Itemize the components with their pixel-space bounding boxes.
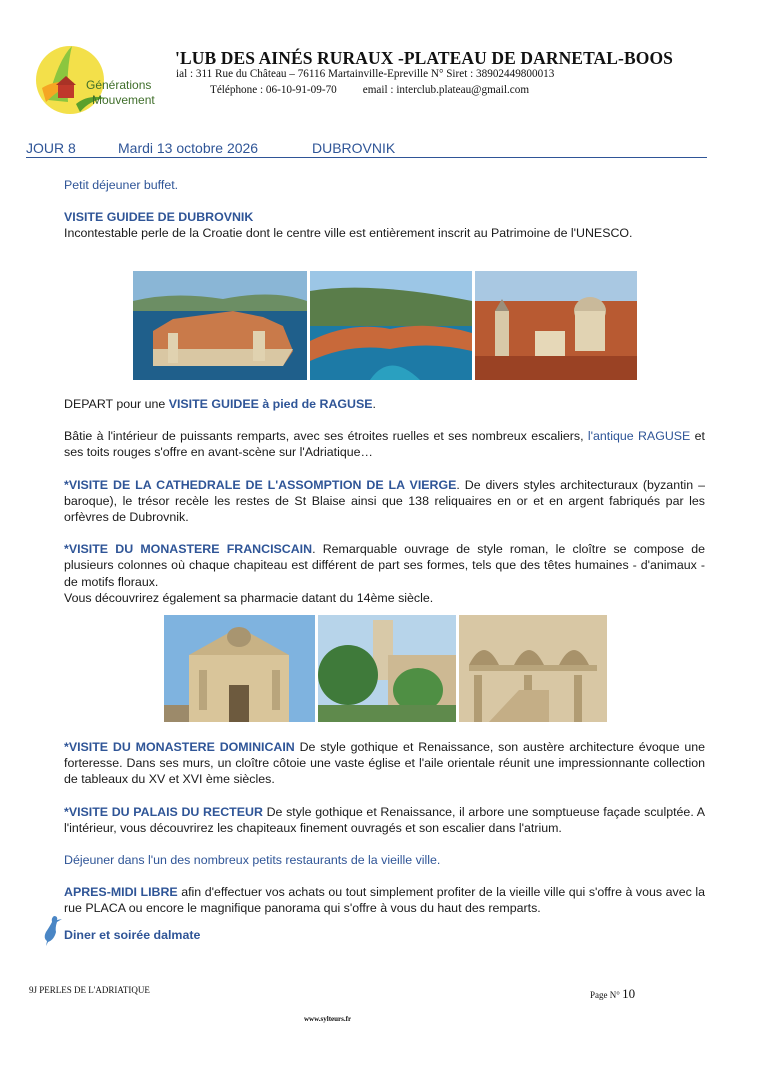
content-middle	[64, 396, 705, 606]
franciscan-desc: . Remarquable ouvrage de style roman, le cloître se compose de plusieurs colonnes où chaque chapiteau est différent de part ses formes, tels que des têtes humaines - d'animaux - de motifs floraux.	[64, 542, 705, 589]
afternoon-desc: afin d'effectuer vos achats ou tout simplement profiter de la vieille ville qui s'offre à vous avec la rue PLACA ou encore le magnifique panorama qui s'offre à vous du haut des remparts.	[64, 885, 705, 916]
franciscan-pharmacy: Vous découvrirez également sa pharmacie datant du 14ème siècle.	[64, 590, 434, 605]
rector-text	[64, 804, 705, 836]
club-title: 'LUB DES AINÉS RURAUX -PLATEAU DE DARNETAL-BOOS	[175, 48, 674, 68]
heron-icon	[40, 914, 64, 946]
dominican-desc: De style gothique et Renaissance, son austère architecture évoque une forteresse. Dans ses murs, un cloître côtoie une vaste église et l'aile orientale réunit une impressionnante collection de tableaux du XV et XVI ème siècles.	[64, 740, 705, 787]
photo-old-town-walls	[133, 271, 307, 380]
ragusa-text2: et ses toits rouges s'offre en avant-scène sur l'Adriatique…	[64, 429, 705, 460]
club-address: ial : 311 Rue du Château – 76116 Martainville-Epreville N° Siret : 38902449800013	[176, 68, 555, 80]
visit-desc: Incontestable perle de la Croatie dont le centre ville est entièrement inscrit au Patrimoine de l'UNESCO.	[64, 226, 633, 241]
day-label: JOUR 8	[26, 140, 76, 156]
page-number: 10	[622, 986, 636, 1001]
rector-title: *VISITE DU PALAIS DU RECTEUR	[64, 804, 263, 819]
depart-prefix: DEPART pour une	[64, 397, 169, 411]
club-email: email : interclub.plateau@gmail.com	[362, 84, 530, 96]
photo-row-dubrovnik	[133, 271, 637, 380]
club-phone: Téléphone : 06-10-91-09-70	[210, 84, 337, 96]
content-top	[64, 177, 705, 242]
cathedral-text	[64, 477, 705, 526]
franciscan-text	[64, 541, 705, 590]
page-label: Page N°	[590, 990, 623, 1000]
photo-row-monuments	[164, 615, 607, 722]
ragusa-text1: Bâtie à l'intérieur de puissants remparts, avec ses étroites ruelles et ses nombreux escaliers,	[64, 429, 588, 444]
depart-bold: VISITE GUIDEE à pied de RAGUSE	[168, 397, 373, 411]
photo-cloister	[318, 615, 456, 722]
cathedral-title: *VISITE DE LA CATHEDRALE DE L'ASSOMPTION DE LA VIERGE	[64, 477, 457, 492]
afternoon-title: APRES-MIDI LIBRE	[64, 885, 178, 900]
club-contact	[210, 84, 529, 96]
logo-line1: Générations	[86, 78, 152, 92]
ragusa-text	[64, 428, 705, 460]
photo-cathedral	[164, 615, 315, 722]
breakfast-text: Petit déjeuner buffet.	[64, 178, 179, 192]
franciscan-title: *VISITE DU MONASTERE FRANCISCAIN	[64, 542, 313, 557]
depart-text	[64, 396, 705, 412]
day-date: Mardi 13 octobre 2026	[118, 140, 259, 156]
footer-website[interactable]: www.sylteurs.fr	[304, 1015, 352, 1023]
visit-title: VISITE GUIDEE DE DUBROVNIK	[64, 210, 254, 225]
photo-harbour	[310, 271, 472, 380]
rector-desc: De style gothique et Renaissance, il arbore une somptueuse façade sculptée. A l'intérieur, vous découvrirez les chapiteaux finement ouvragés et son escalier dans l'atrium.	[64, 804, 705, 835]
footer-page	[590, 986, 635, 1002]
afternoon-text	[64, 884, 705, 916]
dinner-text: Diner et soirée dalmate	[64, 928, 201, 942]
content-bottom	[64, 739, 705, 917]
depart-suffix: .	[372, 397, 376, 411]
photo-domes	[475, 271, 637, 380]
logo-line2: Mouvement	[92, 93, 155, 107]
dominican-text	[64, 739, 705, 788]
dominican-title: *VISITE DU MONASTERE DOMINICAIN	[64, 740, 295, 754]
day-place: DUBROVNIK	[312, 140, 396, 156]
footer-trip-name: 9J PERLES DE L'ADRIATIQUE	[29, 985, 150, 995]
logo-generations-mouvement	[28, 40, 178, 118]
photo-rector-palace	[459, 615, 607, 722]
cathedral-desc: . De divers styles architecturaux (byzantin – baroque), le trésor recèle les restes de St Blaise ainsi que 138 reliquaires en or et en argent fabriqués par les orfèvres de Dubrovnik.	[64, 477, 706, 525]
ragusa-link: l'antique RAGUSE	[587, 429, 691, 444]
lunch-text: Déjeuner dans l'un des nombreux petits restaurants de la vieille ville.	[64, 853, 441, 868]
day-heading	[26, 139, 707, 158]
